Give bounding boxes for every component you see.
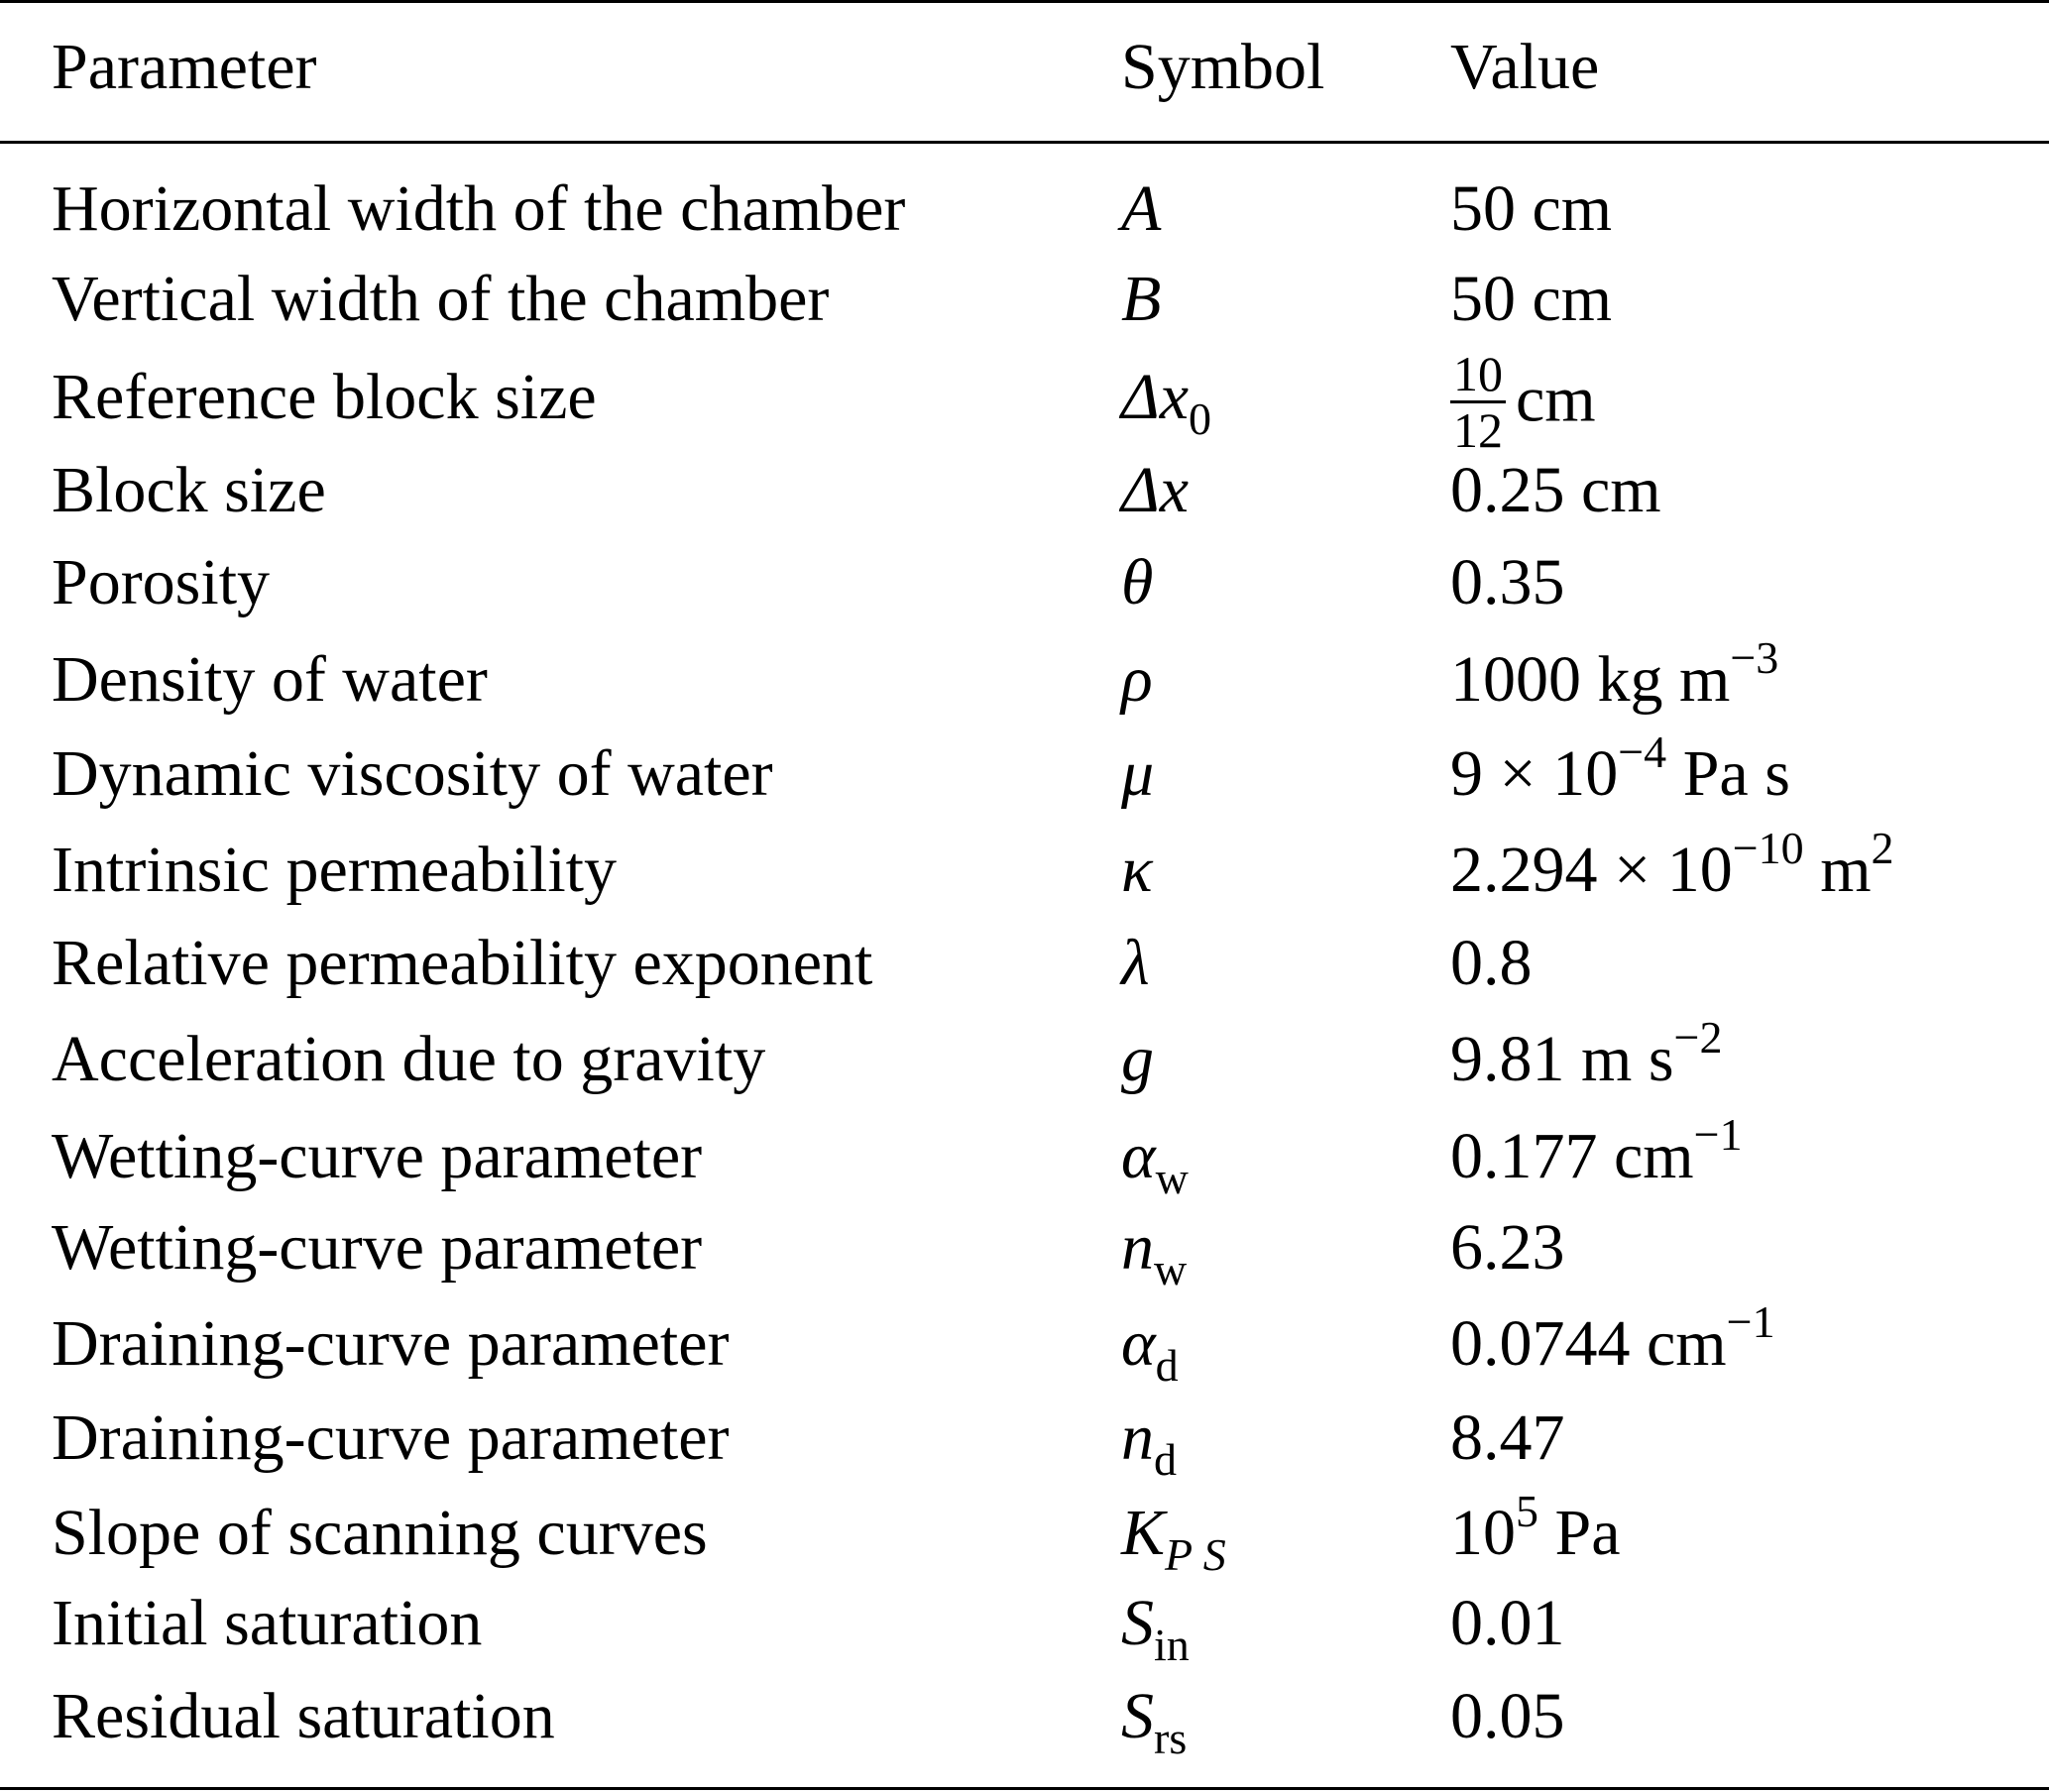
fraction-denominator: 12	[1453, 402, 1503, 458]
symbol-cell	[1121, 1112, 1189, 1201]
parameter-cell: Wetting-curve parameter	[52, 1211, 703, 1284]
table-row	[0, 1672, 2049, 1761]
symbol-main: Δx	[1121, 361, 1190, 433]
parameter-cell: Intrinsic permeability	[52, 834, 617, 906]
symbol-cell	[1121, 1203, 1187, 1292]
value-superscript: −3	[1730, 632, 1779, 683]
symbol-cell: B	[1121, 263, 1162, 335]
symbol-subscript: in	[1154, 1620, 1190, 1670]
value-unit: Pa s	[1666, 737, 1790, 810]
table-row	[0, 538, 2049, 627]
symbol-cell	[1121, 1299, 1179, 1389]
value-superscript: −2	[1673, 1012, 1723, 1063]
value-cell	[1450, 729, 1790, 819]
value-cell	[1450, 346, 1596, 459]
table-row	[0, 1203, 2049, 1292]
parameter-cell: Porosity	[52, 546, 271, 618]
header-rule	[0, 141, 2049, 144]
symbol-main: n	[1121, 1211, 1154, 1284]
value-unit: m	[1803, 834, 1872, 906]
value-cell: 0.35	[1450, 546, 1565, 618]
symbol-cell: κ	[1121, 834, 1153, 906]
symbol-cell: λ	[1121, 927, 1150, 999]
value-main: 9.81 m s	[1450, 1023, 1674, 1095]
value-main: 0.0744 cm	[1450, 1307, 1727, 1380]
value-cell	[1450, 632, 1779, 725]
symbol-main: S	[1121, 1587, 1154, 1659]
value-cell: 8.47	[1450, 1401, 1565, 1474]
parameter-cell: Dynamic viscosity of water	[52, 737, 773, 810]
symbol-cell	[1121, 353, 1211, 442]
parameter-cell: Initial saturation	[52, 1587, 483, 1659]
value-superscript: −1	[1726, 1296, 1775, 1347]
fraction-numerator: 10	[1450, 349, 1506, 403]
value-fraction	[1450, 346, 1506, 458]
parameter-cell: Vertical width of the chamber	[52, 263, 830, 335]
parameter-cell: Draining-curve parameter	[52, 1401, 730, 1474]
symbol-cell: θ	[1121, 546, 1154, 618]
table-row	[0, 632, 2049, 725]
header-value: Value	[1450, 31, 1600, 103]
symbol-cell	[1121, 1394, 1177, 1483]
parameter-cell: Acceleration due to gravity	[52, 1023, 766, 1095]
symbol-cell	[1121, 1579, 1190, 1668]
value-cell: 0.25 cm	[1450, 454, 1661, 526]
symbol-subscript: d	[1154, 1434, 1177, 1485]
value-cell	[1450, 1296, 1775, 1389]
value-cell: 50 cm	[1450, 172, 1613, 245]
symbol-subscript: w	[1154, 1244, 1188, 1294]
table-row	[0, 1486, 2049, 1580]
value-unit-superscript: 2	[1871, 823, 1894, 873]
symbol-main: α	[1121, 1307, 1156, 1380]
parameter-cell: Residual saturation	[52, 1680, 555, 1752]
parameter-cell: Wetting-curve parameter	[52, 1120, 703, 1192]
value-main: 1000 kg m	[1450, 643, 1731, 716]
value-cell: 0.05	[1450, 1680, 1565, 1752]
value-cell	[1450, 1012, 1723, 1104]
parameter-cell: Horizontal width of the chamber	[52, 172, 906, 245]
table-row	[0, 1012, 2049, 1104]
value-unit: cm	[1516, 363, 1596, 436]
value-main: 0.177 cm	[1450, 1120, 1694, 1192]
value-cell: 0.01	[1450, 1587, 1565, 1659]
value-cell: 6.23	[1450, 1211, 1565, 1284]
table-row	[0, 1579, 2049, 1668]
symbol-main: S	[1121, 1680, 1154, 1752]
value-superscript: −10	[1732, 823, 1804, 873]
value-cell: 50 cm	[1450, 263, 1613, 335]
table-row	[0, 446, 2049, 535]
value-cell: 0.8	[1450, 927, 1533, 999]
table-row	[0, 346, 2049, 458]
parameter-cell: Block size	[52, 454, 326, 526]
symbol-cell	[1121, 1672, 1187, 1761]
value-superscript: −4	[1618, 727, 1667, 777]
value-main: 9 × 10	[1450, 737, 1619, 810]
table-row	[0, 1296, 2049, 1391]
parameter-cell: Reference block size	[52, 361, 597, 433]
table-row	[0, 823, 2049, 915]
top-rule	[0, 0, 2049, 3]
table-header-row	[0, 23, 2049, 112]
value-cell	[1450, 823, 1894, 915]
table-row	[0, 729, 2049, 819]
value-main: 10	[1450, 1497, 1516, 1569]
symbol-cell: ρ	[1121, 643, 1153, 716]
symbol-cell: μ	[1121, 737, 1155, 810]
symbol-cell: g	[1121, 1023, 1154, 1095]
value-cell	[1450, 1109, 1743, 1201]
parameter-cell: Density of water	[52, 643, 488, 716]
table-row	[0, 255, 2049, 344]
table-row	[0, 1394, 2049, 1483]
symbol-main: α	[1121, 1120, 1156, 1192]
symbol-main: K	[1121, 1497, 1166, 1569]
value-unit: Pa	[1538, 1497, 1621, 1569]
value-superscript: 5	[1516, 1486, 1538, 1536]
symbol-cell: A	[1121, 172, 1162, 245]
symbol-subscript: d	[1155, 1340, 1179, 1391]
header-parameter: Parameter	[52, 31, 317, 103]
parameter-cell: Relative permeability exponent	[52, 927, 873, 999]
table-row	[0, 1109, 2049, 1203]
header-symbol: Symbol	[1121, 31, 1325, 103]
parameter-cell: Slope of scanning curves	[52, 1497, 708, 1569]
parameter-cell: Draining-curve parameter	[52, 1307, 730, 1380]
symbol-cell: Δx	[1121, 454, 1190, 526]
table-row	[0, 165, 2049, 254]
table-row	[0, 919, 2049, 1008]
value-main: 2.294 × 10	[1450, 834, 1733, 906]
symbol-main: n	[1121, 1401, 1154, 1474]
symbol-subscript: w	[1155, 1153, 1189, 1203]
symbol-subscript: 0	[1189, 393, 1212, 444]
symbol-subscript: rs	[1154, 1713, 1188, 1763]
symbol-cell	[1121, 1489, 1226, 1578]
value-superscript: −1	[1693, 1109, 1743, 1160]
bottom-rule	[0, 1787, 2049, 1790]
symbol-subscript: P S	[1165, 1529, 1226, 1580]
value-cell	[1450, 1486, 1621, 1578]
